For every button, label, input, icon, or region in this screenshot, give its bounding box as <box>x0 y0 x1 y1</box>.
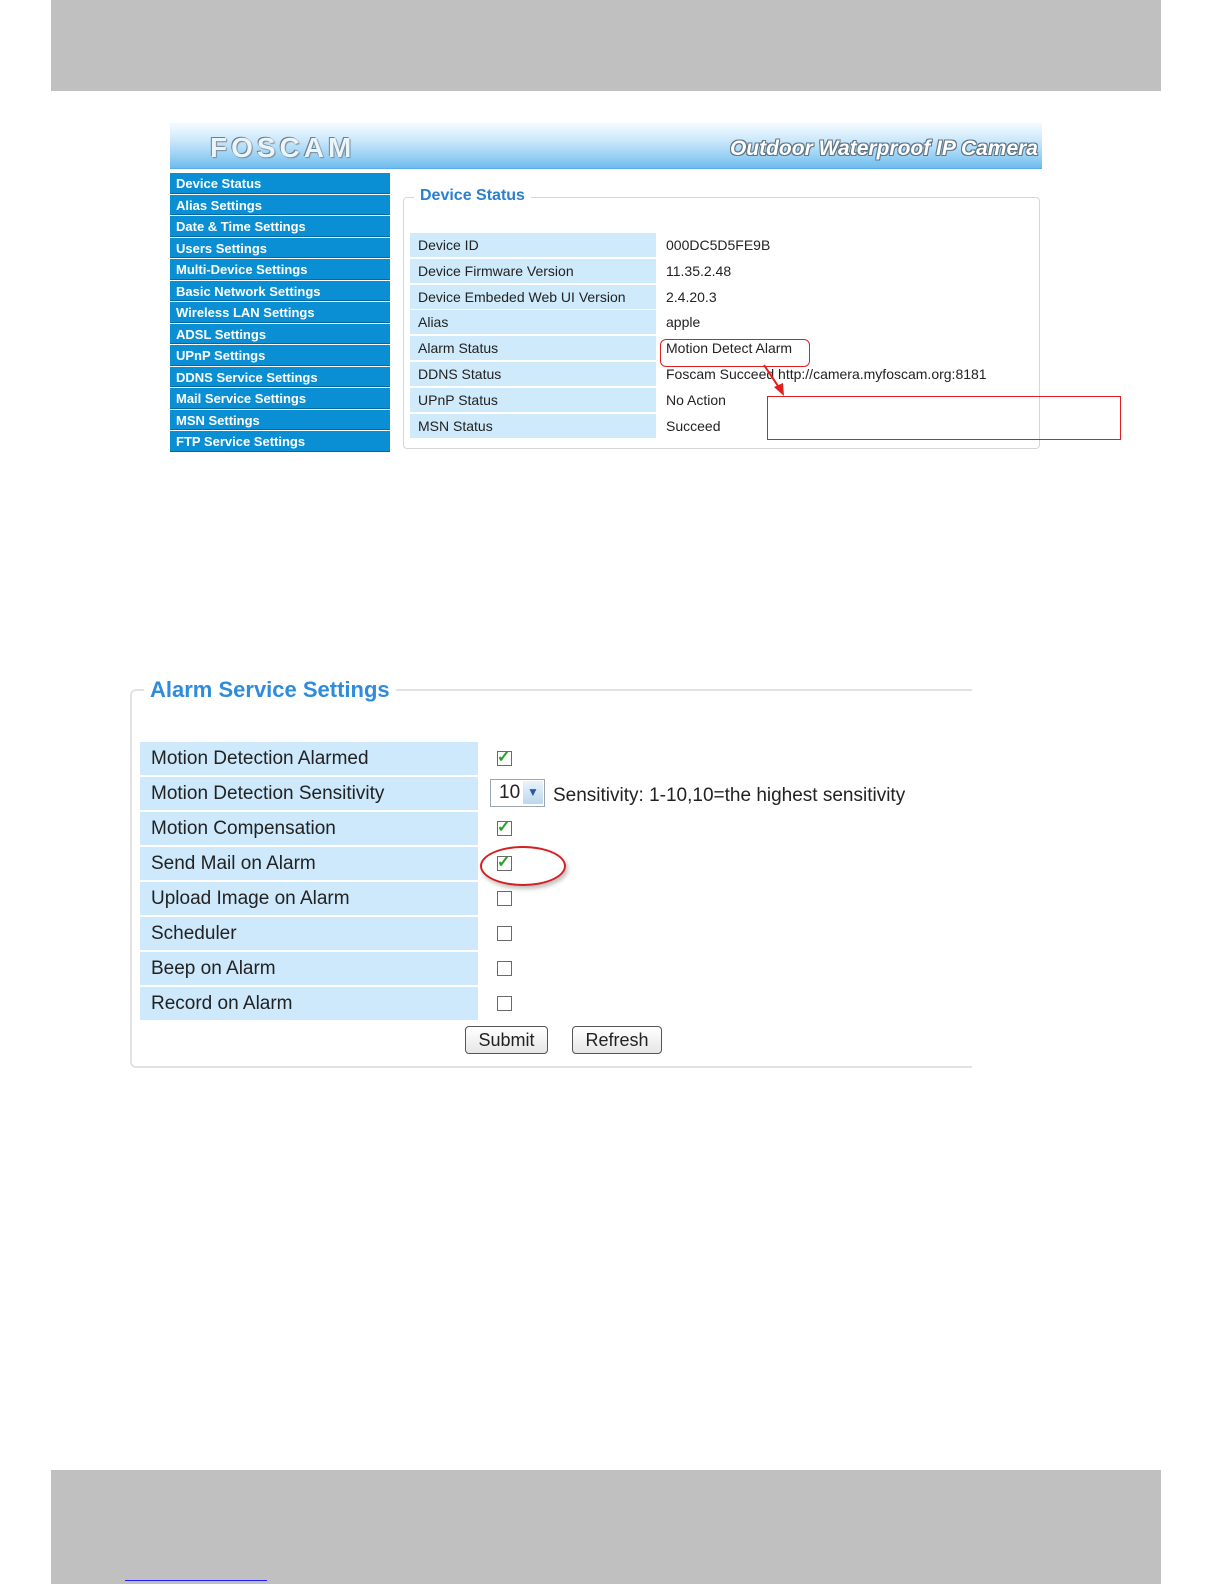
send-mail-highlight <box>480 846 566 886</box>
sidebar-item-mail-service-settings[interactable]: Mail Service Settings <box>170 388 390 409</box>
row-label: Motion Compensation <box>140 812 478 845</box>
row-value: 11.35.2.48 <box>666 262 732 279</box>
device-status-title: Device Status <box>414 187 531 205</box>
sidebar-item-device-status[interactable]: Device Status <box>170 173 390 194</box>
row-value: No Action <box>666 391 726 408</box>
row-label: Device Firmware Version <box>410 259 656 283</box>
scheduler-checkbox[interactable] <box>497 926 512 941</box>
alarm-service-screenshot <box>130 674 958 1070</box>
sensitivity-value: 10 <box>499 782 521 803</box>
callout-box <box>767 396 1121 440</box>
row-label: Device ID <box>410 233 656 257</box>
refresh-button[interactable]: Refresh <box>572 1026 662 1054</box>
row-label: Scheduler <box>140 917 478 950</box>
sensitivity-select[interactable] <box>490 779 545 807</box>
row-label: Alarm Status <box>410 336 656 360</box>
row-value: 000DC5D5FE9B <box>666 237 771 253</box>
device-status-screenshot <box>170 123 1042 453</box>
sidebar-item-wireless-lan-settings[interactable]: Wireless LAN Settings <box>170 302 390 323</box>
footer-link[interactable] <box>125 1556 267 1581</box>
foscam-banner <box>170 123 1042 169</box>
row-value: Succeed <box>666 417 721 434</box>
check-icon: ✓ <box>497 854 511 871</box>
alarm-status-value: Motion Detect Alarm <box>666 340 793 357</box>
row-label: Alias <box>410 310 656 334</box>
check-icon: ✓ <box>497 819 511 836</box>
sidebar-item-ddns-service-settings[interactable]: DDNS Service Settings <box>170 367 390 388</box>
row-label: Device Embeded Web UI Version <box>410 285 656 309</box>
settings-sidebar <box>170 173 390 453</box>
camera-tagline: Outdoor Waterproof IP Camera <box>729 137 1038 160</box>
row-label: DDNS Status <box>410 362 656 386</box>
row-label: Upload Image on Alarm <box>140 882 478 915</box>
sidebar-item-date-time-settings[interactable]: Date & Time Settings <box>170 216 390 237</box>
row-label: Motion Detection Sensitivity <box>140 777 478 810</box>
sidebar-item-alias-settings[interactable]: Alias Settings <box>170 195 390 216</box>
row-value: apple <box>666 314 701 331</box>
check-icon: ✓ <box>497 749 511 766</box>
row-value: 2.4.20.3 <box>666 288 717 305</box>
page-header-band <box>51 0 1161 91</box>
sidebar-item-adsl-settings[interactable]: ADSL Settings <box>170 324 390 345</box>
record-on-alarm-checkbox[interactable] <box>497 996 512 1011</box>
foscam-logo: FOSCAM <box>210 132 356 163</box>
sidebar-item-basic-network-settings[interactable]: Basic Network Settings <box>170 281 390 302</box>
submit-button[interactable]: Submit <box>465 1026 548 1054</box>
sidebar-item-multi-device-settings[interactable]: Multi-Device Settings <box>170 259 390 280</box>
alarm-service-title: Alarm Service Settings <box>144 677 396 703</box>
row-value: Foscam Succeed http://camera.myfoscam.org:8181 <box>666 365 987 382</box>
sidebar-item-msn-settings[interactable]: MSN Settings <box>170 410 390 431</box>
row-label: Record on Alarm <box>140 987 478 1020</box>
chevron-down-icon: ▼ <box>523 781 543 804</box>
row-label: Send Mail on Alarm <box>140 847 478 880</box>
sidebar-item-ftp-service-settings[interactable]: FTP Service Settings <box>170 431 390 452</box>
row-label: Beep on Alarm <box>140 952 478 985</box>
row-label: Motion Detection Alarmed <box>140 742 478 775</box>
row-label: MSN Status <box>410 414 656 438</box>
beep-on-alarm-checkbox[interactable] <box>497 961 512 976</box>
upload-image-on-alarm-checkbox[interactable] <box>497 891 512 906</box>
row-label: UPnP Status <box>410 388 656 412</box>
motion-compensation-checkbox[interactable] <box>497 821 512 836</box>
sidebar-item-users-settings[interactable]: Users Settings <box>170 238 390 259</box>
sensitivity-hint: Sensitivity: 1-10,10=the highest sensitivity <box>553 785 906 806</box>
motion-detection-alarmed-checkbox[interactable] <box>497 751 512 766</box>
sidebar-item-upnp-settings[interactable]: UPnP Settings <box>170 345 390 366</box>
